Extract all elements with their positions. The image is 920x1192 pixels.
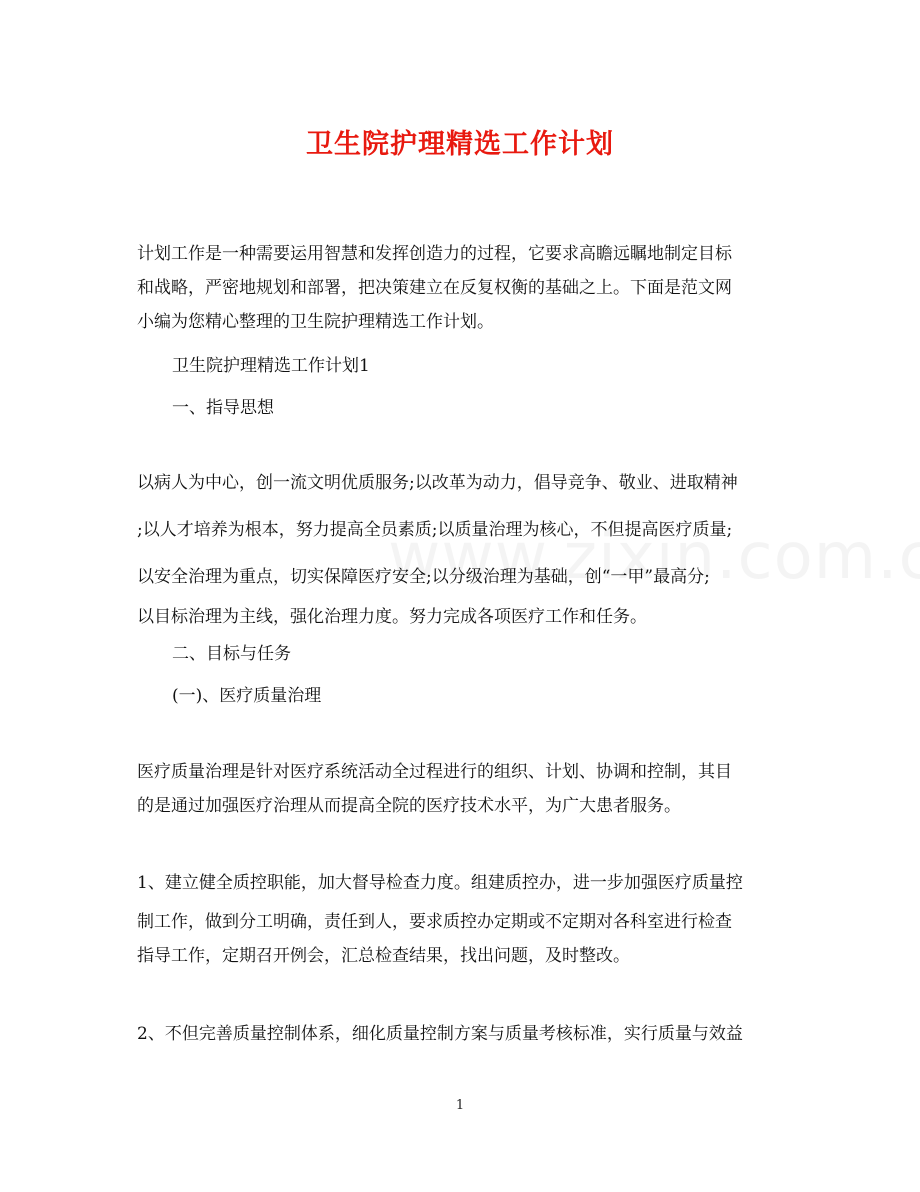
document-title: 卫生院护理精选工作计划 <box>306 129 614 160</box>
subsection-1-line-1: 医疗质量治理是针对医疗系统活动全过程进行的组织、计划、协调和控制，其目 <box>137 762 732 782</box>
subsection-1-line-2: 的是通过加强医疗治理从而提高全院的医疗技术水平，为广大患者服务。 <box>137 796 681 816</box>
item-2-line-1: 2、不但完善质量控制体系，细化质量控制方案与质量考核标准，实行质量与效益 <box>137 1024 743 1044</box>
intro-line-1: 计划工作是一种需要运用智慧和发挥创造力的过程，它要求高瞻远瞩地制定目标 <box>137 244 732 264</box>
section-1-line-4: 以目标治理为主线，强化治理力度。努力完成各项医疗工作和任务。 <box>137 607 647 627</box>
section-2-heading: 二、目标与任务 <box>172 644 291 664</box>
item-1-line-3: 指导工作，定期召开例会，汇总检查结果，找出问题，及时整改。 <box>137 946 630 966</box>
intro-line-3: 小编为您精心整理的卫生院护理精选工作计划。 <box>137 312 494 332</box>
plan-subtitle: 卫生院护理精选工作计划1 <box>172 356 370 376</box>
subsection-1-heading: (一)、医疗质量治理 <box>172 686 322 706</box>
item-1-line-2: 制工作，做到分工明确，责任到人，要求质控办定期或不定期对各科室进行检查 <box>137 912 732 932</box>
intro-line-2: 和战略，严密地规划和部署，把决策建立在反复权衡的基础之上。下面是范文网 <box>137 278 732 298</box>
page-number: 1 <box>455 1098 465 1113</box>
section-1-line-1: 以病人为中心，创一流文明优质服务;以改革为动力，倡导竞争、敬业、进取精神 <box>137 473 738 493</box>
section-1-line-2: ;以人才培养为根本，努力提高全员素质;以质量治理为核心，不但提高医疗质量; <box>137 520 733 540</box>
section-1-line-3: 以安全治理为重点，切实保障医疗安全;以分级治理为基础，创“一甲”最高分; <box>137 567 710 587</box>
item-1-line-1: 1、建立健全质控职能，加大督导检查力度。组建质控办，进一步加强医疗质量控 <box>137 873 743 893</box>
section-1-heading: 一、指导思想 <box>172 398 274 418</box>
